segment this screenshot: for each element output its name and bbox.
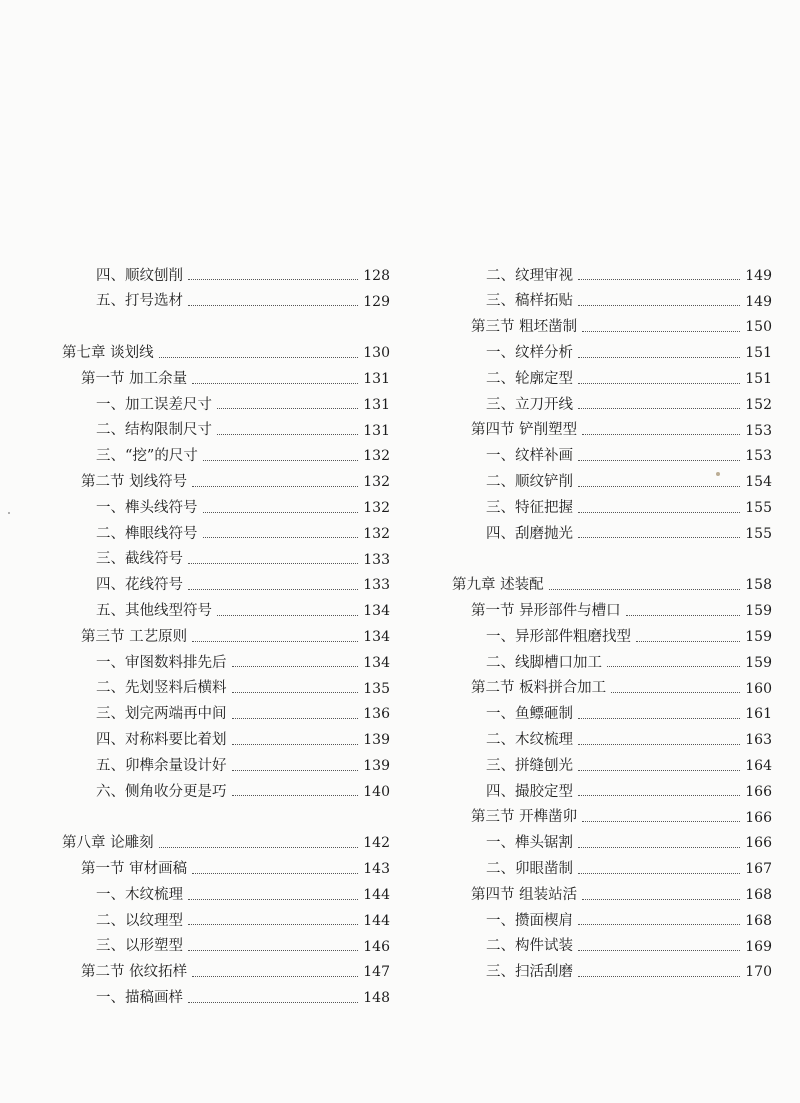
toc-entry-subsection[interactable] (62, 495, 390, 521)
toc-entry-label: 五、其他线型符号 (96, 603, 212, 619)
toc-entry-subsection[interactable] (62, 676, 390, 702)
toc-entry-label: 第二节 依纹拓样 (81, 964, 188, 981)
dot-leader (192, 641, 358, 642)
toc-entry-subsection[interactable] (452, 934, 772, 960)
toc-entry-chapter[interactable] (62, 831, 390, 857)
toc-page-number: 149 (745, 267, 772, 284)
toc-entry-label: 二、线脚槽口加工 (486, 654, 602, 671)
toc-entry-label: 一、描稿画样 (96, 989, 183, 1006)
toc-entry-subsection[interactable] (452, 856, 772, 882)
toc-entry-subsection[interactable] (452, 727, 772, 753)
toc-entry-label: 三、扫活刮磨 (486, 964, 573, 981)
dot-leader (192, 873, 358, 874)
toc-entry-section[interactable] (452, 882, 772, 908)
toc-entry-subsection[interactable] (452, 521, 772, 547)
toc-page-number: 167 (745, 861, 772, 878)
toc-entry-label: 第一节 加工余量 (81, 370, 188, 387)
toc-page-number: 154 (745, 474, 772, 491)
dot-leader (217, 615, 358, 616)
toc-page-number: 148 (363, 990, 390, 1007)
dot-leader (578, 408, 740, 409)
toc-entry-label: 四、花线符号 (96, 577, 183, 594)
dot-leader (203, 512, 359, 513)
toc-page-number: 130 (363, 345, 390, 362)
toc-entry-label: 一、纹样分析 (486, 345, 573, 362)
toc-entry-subsection[interactable] (62, 573, 390, 599)
dot-leader (203, 537, 359, 538)
toc-entry-label: 二、结构限制尺寸 (96, 422, 212, 439)
toc-entry-subsection[interactable] (452, 444, 772, 470)
toc-entry-subsection[interactable] (452, 650, 772, 676)
toc-entry-label: 二、先划竖料后横料 (96, 680, 227, 697)
dot-leader (232, 744, 359, 745)
toc-page-number: 144 (363, 887, 390, 904)
toc-entry-subsection[interactable] (452, 366, 772, 392)
dot-leader (159, 357, 359, 358)
toc-entry-subsection[interactable] (452, 960, 772, 986)
toc-page-number: 159 (745, 654, 772, 671)
dot-leader (217, 434, 358, 435)
dot-leader (582, 434, 740, 435)
toc-entry-subsection[interactable] (452, 779, 772, 805)
toc-entry-label: 一、加工误差尺寸 (96, 396, 212, 413)
toc-entry-subsection[interactable] (452, 289, 772, 315)
toc-page-number: 147 (363, 964, 390, 981)
toc-entry-label: 二、以纹理型 (96, 912, 183, 929)
toc-page-number: 134 (363, 654, 390, 671)
toc-entry-subsection[interactable] (62, 289, 390, 315)
toc-page-number: 153 (745, 422, 772, 439)
toc-entry-subsection[interactable] (452, 753, 772, 779)
toc-entry-subsection[interactable] (452, 340, 772, 366)
toc-page-number: 132 (363, 525, 390, 542)
paper-speck (8, 512, 10, 514)
toc-page-number: 132 (363, 500, 390, 517)
dot-leader (188, 950, 358, 951)
toc-entry-label: 第三节 开榫凿卯 (471, 809, 578, 826)
toc-page-number: 132 (363, 448, 390, 465)
toc-entry-subsection[interactable] (452, 263, 772, 289)
dot-leader (578, 847, 740, 848)
dot-leader (578, 486, 740, 487)
toc-page-number: 149 (745, 293, 772, 310)
toc-entry-subsection[interactable] (62, 908, 390, 934)
dot-leader (232, 666, 359, 667)
toc-page-number: 146 (363, 938, 390, 955)
toc-entry-label: 三、“挖”的尺寸 (96, 448, 198, 465)
toc-entry-subsection[interactable] (62, 985, 390, 1011)
toc-entry-subsection[interactable] (62, 702, 390, 728)
toc-entry-label: 一、异形部件粗磨找型 (486, 628, 631, 645)
toc-entry-section[interactable] (62, 960, 390, 986)
toc-entry-label: 第八章 论雕刻 (62, 835, 154, 852)
toc-entry-label: 一、榫头线符号 (96, 499, 198, 516)
toc-page-number: 166 (745, 809, 772, 826)
toc-right-column (452, 263, 772, 985)
toc-entry-section[interactable] (452, 598, 772, 624)
toc-page-number: 140 (363, 783, 390, 800)
dot-leader (578, 718, 740, 719)
dot-leader (578, 460, 740, 461)
toc-entry-subsection[interactable] (452, 831, 772, 857)
dot-leader (578, 279, 740, 280)
toc-page-number: 143 (363, 861, 390, 878)
toc-page-number: 159 (745, 603, 772, 620)
dot-leader (578, 873, 740, 874)
toc-page-number: 160 (745, 680, 772, 697)
toc-entry-label: 一、木纹梳理 (96, 886, 183, 903)
toc-entry-label: 第二节 划线符号 (81, 474, 188, 491)
dot-leader (578, 744, 740, 745)
toc-entry-label: 第三节 工艺原则 (81, 628, 188, 645)
toc-page-number: 164 (745, 758, 772, 775)
toc-entry-subsection[interactable] (62, 727, 390, 753)
dot-leader (232, 692, 359, 693)
toc-entry-label: 四、刮磨抛光 (486, 525, 573, 542)
dot-leader (582, 899, 740, 900)
toc-page-number: 151 (745, 345, 772, 362)
toc-page-number: 153 (745, 448, 772, 465)
toc-page-number: 151 (745, 371, 772, 388)
toc-entry-subsection[interactable] (62, 263, 390, 289)
toc-page-number: 135 (363, 680, 390, 697)
dot-leader (549, 589, 741, 590)
toc-entry-label: 三、截线符号 (96, 551, 183, 568)
toc-entry-section[interactable] (62, 856, 390, 882)
toc-page-number: 133 (363, 577, 390, 594)
toc-entry-label: 第二节 板料拼合加工 (471, 680, 607, 697)
toc-page-number: 152 (745, 396, 772, 413)
toc-entry-label: 二、纹理审视 (486, 267, 573, 284)
toc-entry-label: 第九章 述装配 (452, 577, 544, 594)
toc-page-number: 169 (745, 938, 772, 955)
toc-entry-section[interactable] (62, 366, 390, 392)
dot-leader (578, 924, 740, 925)
toc-page-number: 132 (363, 474, 390, 491)
toc-entry-label: 第四节 组装站活 (471, 886, 578, 903)
dot-leader (611, 692, 740, 693)
toc-page-number: 166 (745, 783, 772, 800)
toc-page-number: 134 (363, 629, 390, 646)
dot-leader (159, 847, 359, 848)
toc-page-number: 129 (363, 293, 390, 310)
toc-entry-subsection[interactable] (62, 547, 390, 573)
toc-entry-subsection[interactable] (452, 908, 772, 934)
toc-entry-subsection[interactable] (452, 392, 772, 418)
dot-leader (607, 666, 740, 667)
toc-left-column (62, 263, 390, 1011)
toc-entry-label: 一、纹样补画 (486, 448, 573, 465)
toc-page-number: 168 (745, 887, 772, 904)
toc-page-number: 131 (363, 422, 390, 439)
toc-page-number: 168 (745, 912, 772, 929)
toc-page-number: 131 (363, 371, 390, 388)
dot-leader (626, 615, 741, 616)
paper-blemish (716, 472, 720, 476)
dot-leader (188, 1002, 358, 1003)
toc-entry-label: 第三节 粗坯凿制 (471, 319, 578, 336)
toc-entry-label: 四、对称料要比着划 (96, 731, 227, 748)
toc-page-number: 150 (745, 319, 772, 336)
toc-entry-subsection[interactable] (452, 624, 772, 650)
toc-entry-label: 三、立刀开线 (486, 396, 573, 413)
dot-leader (578, 770, 740, 771)
toc-page-number: 128 (363, 267, 390, 284)
toc-entry-section[interactable] (62, 624, 390, 650)
toc-entry-label: 五、卯榫余量设计好 (96, 757, 227, 774)
toc-entry-subsection[interactable] (62, 598, 390, 624)
dot-leader (188, 563, 358, 564)
toc-page-number: 166 (745, 835, 772, 852)
dot-leader (188, 899, 358, 900)
toc-page-number: 170 (745, 964, 772, 981)
toc-entry-subsection[interactable] (62, 392, 390, 418)
dot-leader (188, 305, 358, 306)
toc-entry-label: 二、木纹梳理 (486, 731, 573, 748)
toc-page-number: 136 (363, 706, 390, 723)
toc-entry-label: 三、划完两端再中间 (96, 706, 227, 723)
dot-leader (188, 279, 358, 280)
dot-leader (232, 718, 359, 719)
toc-page-number: 139 (363, 732, 390, 749)
dot-leader (232, 770, 359, 771)
toc-entry-label: 六、侧角收分更是巧 (96, 783, 227, 800)
toc-entry-subsection[interactable] (452, 495, 772, 521)
dot-leader (578, 950, 740, 951)
toc-entry-subsection[interactable] (452, 469, 772, 495)
dot-leader (582, 331, 740, 332)
toc-page-number: 161 (745, 706, 772, 723)
toc-entry-label: 二、顺纹铲削 (486, 474, 573, 491)
dot-leader (578, 537, 740, 538)
dot-leader (192, 486, 358, 487)
dot-leader (203, 460, 358, 461)
toc-page-number: 155 (745, 500, 772, 517)
toc-entry-label: 四、顺纹刨削 (96, 267, 183, 284)
toc-entry-section[interactable] (452, 805, 772, 831)
toc-page-number: 142 (363, 835, 390, 852)
toc-entry-label: 一、鱼鳔砸制 (486, 706, 573, 723)
toc-entry-label: 二、卯眼凿制 (486, 860, 573, 877)
dot-leader (188, 589, 358, 590)
toc-entry-subsection[interactable] (62, 882, 390, 908)
dot-leader (578, 512, 740, 513)
toc-page-number: 158 (745, 577, 772, 594)
toc-entry-label: 二、轮廓定型 (486, 370, 573, 387)
dot-leader (578, 357, 740, 358)
dot-leader (192, 976, 358, 977)
toc-entry-label: 一、攒面楔肩 (486, 912, 573, 929)
dot-leader (636, 641, 740, 642)
toc-page-number: 155 (745, 525, 772, 542)
toc-entry-label: 五、打号选材 (96, 293, 183, 310)
toc-entry-label: 三、特征把握 (486, 499, 573, 516)
toc-entry-subsection[interactable] (62, 779, 390, 805)
dot-leader (578, 795, 740, 796)
toc-page-number: 133 (363, 551, 390, 568)
toc-entry-label: 第一节 审材画稿 (81, 860, 188, 877)
dot-leader (192, 383, 358, 384)
toc-page-number: 134 (363, 603, 390, 620)
toc-entry-label: 二、榫眼线符号 (96, 525, 198, 542)
toc-page-number: 144 (363, 912, 390, 929)
toc-entry-subsection[interactable] (62, 444, 390, 470)
toc-page-number: 131 (363, 396, 390, 413)
toc-entry-subsection[interactable] (452, 702, 772, 728)
dot-leader (578, 383, 740, 384)
dot-leader (578, 976, 740, 977)
dot-leader (217, 408, 358, 409)
toc-entry-section[interactable] (62, 469, 390, 495)
toc-entry-label: 第七章 谈划线 (62, 345, 154, 362)
toc-entry-label: 二、构件试装 (486, 938, 573, 955)
toc-entry-section[interactable] (452, 676, 772, 702)
toc-entry-label: 四、撮胶定型 (486, 783, 573, 800)
toc-page-number: 163 (745, 732, 772, 749)
toc-entry-section[interactable] (452, 418, 772, 444)
toc-entry-subsection[interactable] (62, 650, 390, 676)
toc-entry-chapter[interactable] (452, 573, 772, 599)
dot-leader (188, 924, 358, 925)
toc-entry-label: 三、以形塑型 (96, 938, 183, 955)
toc-page-number: 159 (745, 629, 772, 646)
toc-entry-label: 三、拼缝刨光 (486, 757, 573, 774)
toc-entry-subsection[interactable] (62, 753, 390, 779)
dot-leader (578, 305, 740, 306)
toc-entry-label: 第一节 异形部件与槽口 (471, 603, 621, 619)
toc-entry-label: 一、榫头锯割 (486, 835, 573, 852)
toc-entry-subsection[interactable] (62, 521, 390, 547)
toc-entry-label: 三、稿样拓贴 (486, 293, 573, 310)
toc-entry-chapter[interactable] (62, 340, 390, 366)
toc-entry-label: 一、审图数料排先后 (96, 654, 227, 671)
dot-leader (232, 795, 359, 796)
toc-entry-section[interactable] (452, 315, 772, 341)
dot-leader (582, 821, 740, 822)
toc-entry-subsection[interactable] (62, 934, 390, 960)
toc-page-number: 139 (363, 758, 390, 775)
toc-entry-label: 第四节 铲削塑型 (471, 422, 578, 439)
toc-entry-subsection[interactable] (62, 418, 390, 444)
